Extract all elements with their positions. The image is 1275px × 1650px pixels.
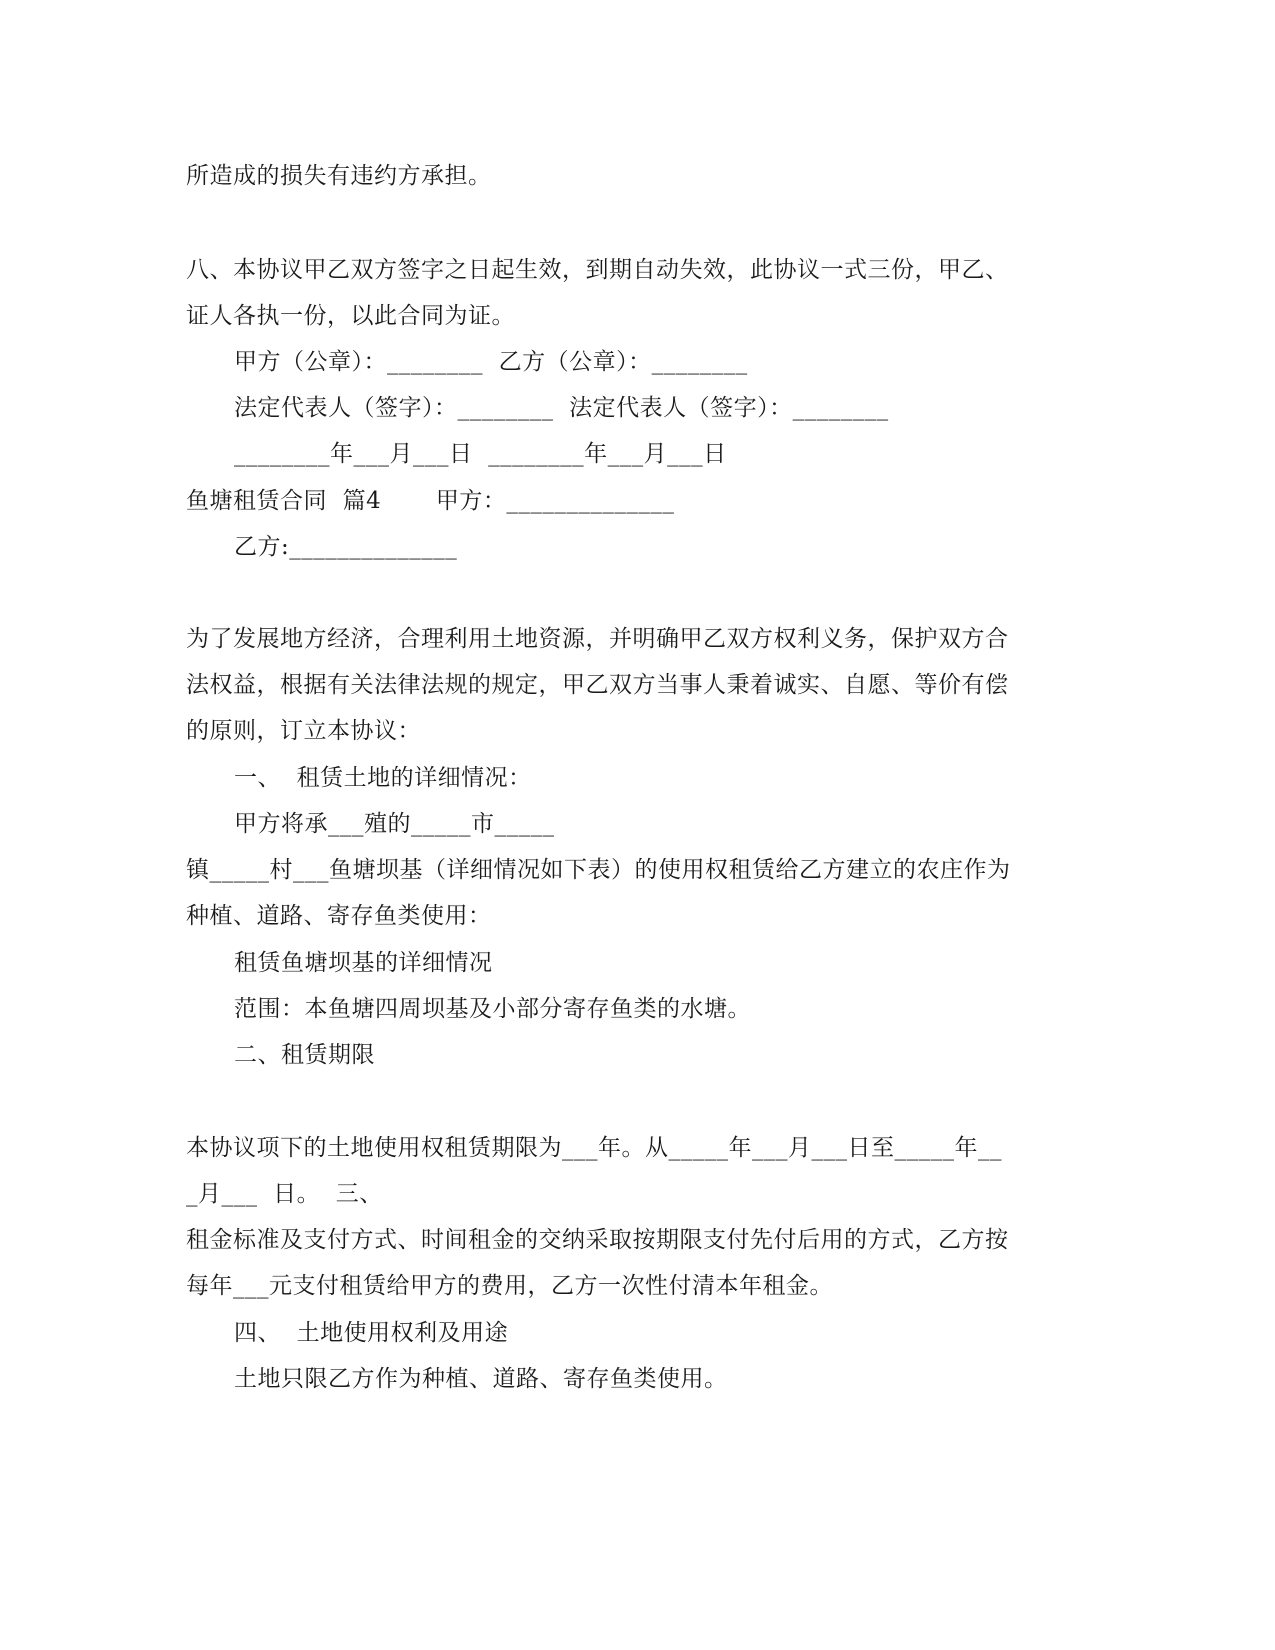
paragraph-line: 为了发展地方经济，合理利用土地资源，并明确甲乙双方权利义务，保护双方合 (186, 626, 1009, 652)
paragraph-line: 的原则，订立本协议： (186, 718, 421, 744)
paragraph-line: 八、本协议甲乙双方签字之日起生效，到期自动失效，此协议一式三份，甲乙、 (186, 257, 1009, 283)
signature-seal-line: 甲方（公章）：________ 乙方（公章）：________ (234, 349, 748, 375)
paragraph-line: 所造成的损失有违约方承担。 (186, 163, 492, 189)
paragraph-line: 种植、道路、寄存鱼类使用： (186, 903, 492, 929)
paragraph-line: 本协议项下的土地使用权租赁期限为___年。从_____年___月___日至_____年__ (186, 1135, 1002, 1161)
signature-representative-line: 法定代表人（签字）：________ 法定代表人（签字）：________ (234, 395, 889, 421)
section-heading: 四、 土地使用权利及用途 (234, 1320, 509, 1346)
paragraph-line: 每年___元支付租赁给甲方的费用，乙方一次性付清本年租金。 (186, 1273, 833, 1299)
contract-heading-line: 鱼塘租赁合同 篇4 甲方：______________ (186, 488, 675, 514)
paragraph-line: 甲方将承___殖的_____市_____ (234, 811, 555, 837)
party-b-line: 乙方:______________ (234, 534, 458, 560)
paragraph-line: 法权益，根据有关法律法规的规定，甲乙双方当事人秉着诚实、自愿、等价有偿 (186, 672, 1009, 698)
paragraph-line: 租金标准及支付方式、时间租金的交纳采取按期限支付先付后用的方式，乙方按 (186, 1227, 1009, 1253)
section-heading: 二、租赁期限 (234, 1042, 375, 1068)
paragraph-line: 镇_____村___鱼塘坝基（详细情况如下表）的使用权租赁给乙方建立的农庄作为 (186, 857, 1011, 883)
paragraph-line: 租赁鱼塘坝基的详细情况 (234, 950, 493, 976)
signature-date-line: ________年___月___日 ________年___月___日 (234, 441, 727, 467)
paragraph-line: 证人各执一份，以此合同为证。 (186, 303, 515, 329)
paragraph-line: 土地只限乙方作为种植、道路、寄存鱼类使用。 (234, 1366, 728, 1392)
section-heading: 一、 租赁土地的详细情况： (234, 765, 532, 791)
paragraph-line: _月___ 日。 三、 (186, 1181, 383, 1207)
paragraph-line: 范围：本鱼塘四周坝基及小部分寄存鱼类的水塘。 (234, 996, 751, 1022)
